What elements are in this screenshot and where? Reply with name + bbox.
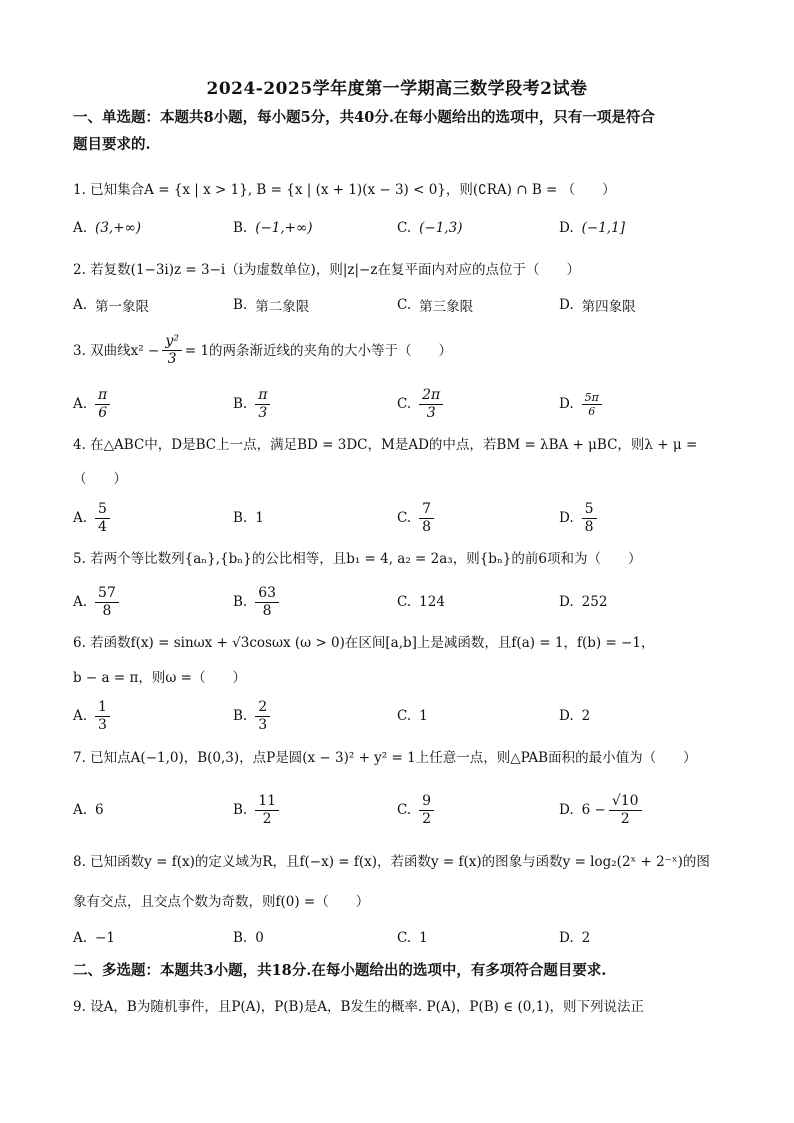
section-heading-line: 题目要求的. (73, 136, 151, 153)
option-fraction (419, 501, 434, 536)
option-value: 1 (419, 708, 428, 724)
page-title: 2024-2025学年度第一学期高三数学段考2试卷 (206, 79, 588, 99)
option-c[interactable] (397, 580, 445, 624)
denominator: 2 (422, 810, 432, 827)
option-label: B. (233, 297, 248, 313)
question-8-stem-cont: 象有交点，且交点个数为奇数，则f(0) =（ ） (73, 894, 370, 910)
numerator: 11 (255, 793, 279, 811)
question-4-options (73, 496, 733, 540)
denominator: 2 (620, 810, 630, 827)
option-value: 2 (581, 930, 591, 946)
option-b[interactable] (233, 694, 270, 738)
option-fraction (609, 793, 642, 828)
denominator: 3 (258, 716, 268, 733)
option-b[interactable] (233, 283, 309, 327)
option-value: 6 − (581, 802, 606, 818)
option-label: C. (397, 297, 412, 313)
section-heading-line: 二、多选题：本题共3小题，共18分.在每小题给出的选项中，有多项符合题目要求. (73, 962, 607, 979)
option-value: 第二象限 (255, 299, 310, 315)
option-value: 第四象限 (581, 299, 636, 315)
option-fraction (95, 699, 110, 734)
option-d[interactable] (559, 916, 590, 960)
option-label: B. (233, 930, 248, 946)
option-c[interactable] (397, 382, 443, 426)
stem-fraction (162, 333, 182, 368)
option-fraction (255, 699, 270, 734)
option-a[interactable] (73, 788, 104, 832)
section-heading-single-choice (73, 104, 733, 158)
numerator: 5 (95, 501, 110, 519)
option-label: B. (233, 220, 248, 236)
question-9-stem: 9. 设A，B为随机事件，且P(A)，P(B)是A，B发生的概率. P(A)，P(B) ∈ (0,1)，则下列说法正 (73, 999, 644, 1015)
question-1-stem: 1. 已知集合A = {x | x > 1}, B = {x | (x + 1)(x − 3) < 0}，则(∁RA) ∩ B = （ ） (73, 182, 616, 198)
option-c[interactable] (397, 206, 462, 250)
denominator: 3 (258, 404, 268, 421)
numerator: 2 (255, 699, 270, 717)
question-3-stem (73, 333, 733, 368)
option-d[interactable] (559, 580, 607, 624)
question-8-options (73, 916, 733, 960)
option-value: 124 (419, 594, 445, 610)
denominator: 2 (262, 810, 272, 827)
option-label: A. (73, 220, 88, 236)
section-heading-multi-choice (73, 957, 733, 984)
numerator: √10 (609, 793, 642, 811)
denominator: 8 (102, 602, 112, 619)
option-fraction (255, 793, 279, 828)
denominator: 3 (98, 716, 107, 733)
option-label: C. (397, 802, 412, 818)
option-a[interactable] (73, 382, 110, 426)
numerator: π (255, 387, 270, 405)
option-label: C. (397, 594, 412, 610)
numerator: 5π (582, 391, 602, 405)
question-5-stem: 5. 若两个等比数列{aₙ},{bₙ}的公比相等，且b₁ = 4, a₂ = 2a₃，则{bₙ}的前6项和为（ ） (73, 551, 642, 567)
option-label: B. (233, 396, 248, 412)
question-6-stem-cont: b − a = π，则ω =（ ） (73, 670, 246, 686)
option-label: D. (559, 510, 574, 526)
option-fraction (255, 387, 270, 422)
numerator: 2π (419, 387, 443, 405)
option-label: B. (233, 708, 248, 724)
option-d[interactable] (559, 496, 597, 540)
numerator: 5 (582, 501, 597, 519)
section-heading-line: 一、单选题：本题共8小题，每小题5分，共40分.在每小题给出的选项中，只有一项是符合 (73, 109, 655, 126)
option-label: B. (233, 510, 248, 526)
option-b[interactable] (233, 916, 264, 960)
denominator: 3 (167, 351, 177, 367)
option-value: 6 (95, 802, 104, 818)
option-b[interactable] (233, 496, 264, 540)
option-label: D. (559, 802, 574, 818)
option-a[interactable] (73, 206, 141, 250)
option-label: A. (73, 297, 88, 313)
option-b[interactable] (233, 382, 270, 426)
numerator: π (95, 387, 110, 405)
option-c[interactable] (397, 788, 434, 832)
option-fraction (95, 387, 110, 422)
question-7-options (73, 788, 733, 832)
option-c[interactable] (397, 283, 473, 327)
option-c[interactable] (397, 916, 428, 960)
option-value: 第三象限 (419, 299, 474, 315)
option-label: B. (233, 594, 248, 610)
denominator: 6 (588, 404, 596, 418)
stem-text: 3. 双曲线x² − (73, 342, 160, 359)
question-1-options (73, 206, 733, 250)
option-label: C. (397, 510, 412, 526)
option-value: 1 (419, 930, 428, 946)
option-value: 2 (581, 708, 591, 724)
option-label: A. (73, 708, 88, 724)
option-label: D. (559, 396, 574, 412)
option-d[interactable] (559, 694, 590, 738)
option-fraction (95, 501, 110, 536)
option-fraction (582, 501, 597, 536)
numerator: 57 (95, 585, 119, 603)
option-value: 252 (581, 594, 608, 610)
denominator: 6 (98, 404, 108, 421)
option-label: A. (73, 802, 88, 818)
question-7-stem: 7. 已知点A(−1,0)，B(0,3)，点P是圆(x − 3)² + y² = 1上任意一点，则△PAB面积的最小值为（ ） (73, 750, 697, 766)
option-value: 第一象限 (95, 299, 150, 315)
option-fraction (419, 793, 434, 828)
question-6-stem: 6. 若函数f(x) = sinωx + √3cosωx (ω > 0)在区间[a,b]上是减函数，且f(a) = 1，f(b) = −1， (73, 635, 655, 651)
numerator: 1 (95, 699, 110, 717)
option-value: 0 (255, 930, 264, 946)
option-value: (−1,1] (581, 220, 625, 236)
option-fraction (419, 387, 443, 422)
question-6-options (73, 694, 733, 738)
stem-text: = 1的两条渐近线的夹角的大小等于（ ） (184, 342, 453, 359)
question-2-stem: 2. 若复数(1−3i)z = 3−i（i为虚数单位)，则|z|−z在复平面内对应的点位于（ ） (73, 262, 580, 278)
option-label: A. (73, 510, 88, 526)
option-label: D. (559, 708, 574, 724)
question-8-stem: 8. 已知函数y = f(x)的定义域为R，且f(−x) = f(x)，若函数y = f(x)的图象与函数y = log₂(2ˣ + 2⁻ˣ)的图 (73, 854, 710, 870)
numerator: 63 (255, 585, 279, 603)
option-label: D. (559, 930, 574, 946)
numerator: 9 (419, 793, 434, 811)
option-label: A. (73, 396, 88, 412)
option-label: C. (397, 220, 412, 236)
option-fraction (95, 585, 119, 620)
numerator: y² (162, 333, 182, 351)
option-b[interactable] (233, 788, 279, 832)
option-fraction (255, 585, 279, 620)
option-b[interactable] (233, 580, 279, 624)
option-value: (3,+∞) (95, 220, 142, 236)
option-label: D. (559, 594, 574, 610)
option-label: A. (73, 930, 88, 946)
option-d[interactable] (559, 206, 625, 250)
denominator: 8 (262, 602, 272, 619)
option-value: −1 (95, 930, 115, 946)
denominator: 4 (98, 518, 107, 535)
option-d[interactable] (559, 382, 602, 426)
option-label: B. (233, 802, 248, 818)
option-a[interactable] (73, 694, 110, 738)
option-a[interactable] (73, 283, 149, 327)
option-label: A. (73, 594, 88, 610)
option-value: (−1,+∞) (255, 220, 313, 236)
question-4-stem-cont: （ ） (73, 471, 127, 487)
question-2-options (73, 283, 733, 327)
option-d[interactable] (559, 283, 636, 327)
option-a[interactable] (73, 496, 110, 540)
option-value: 1 (255, 510, 264, 526)
option-b[interactable] (233, 206, 313, 250)
denominator: 8 (422, 518, 432, 535)
option-label: C. (397, 396, 412, 412)
option-a[interactable] (73, 916, 115, 960)
option-label: D. (559, 220, 574, 236)
denominator: 3 (426, 404, 436, 421)
option-c[interactable] (397, 496, 434, 540)
option-label: D. (559, 297, 574, 313)
option-fraction (582, 391, 602, 418)
option-d[interactable] (559, 788, 642, 832)
numerator: 7 (419, 501, 434, 519)
denominator: 8 (584, 518, 594, 535)
question-4-stem: 4. 在△ABC中，D是BC上一点，满足BD = 3DC，M是AD的中点，若BM = λBA + μBC，则λ + μ = (73, 437, 698, 453)
question-3-options (73, 382, 733, 426)
option-a[interactable] (73, 580, 119, 624)
option-label: C. (397, 708, 412, 724)
option-label: C. (397, 930, 412, 946)
option-c[interactable] (397, 694, 428, 738)
option-value: (−1,3) (419, 220, 463, 236)
question-5-options (73, 580, 733, 624)
